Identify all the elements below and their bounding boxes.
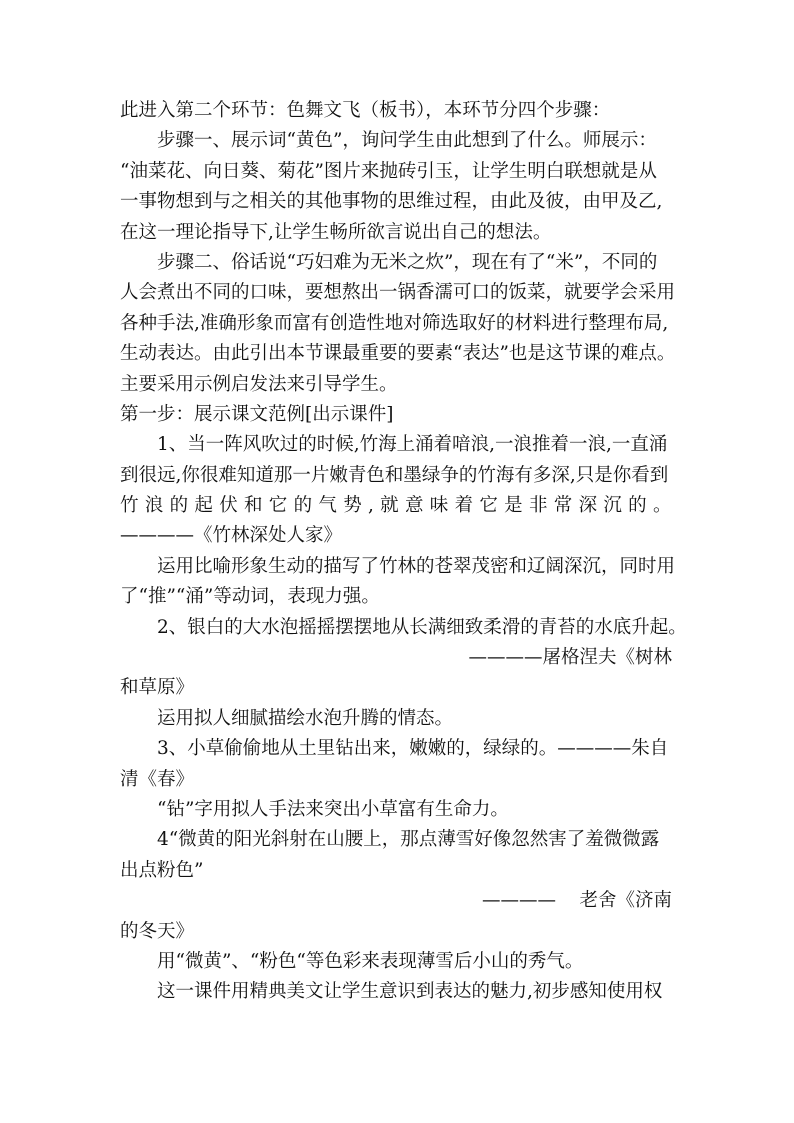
- text-line: 4“微黄的阳光斜射在山腰上，那点薄雪好像忽然害了羞微微露: [157, 829, 660, 851]
- text-line: 的冬天》: [120, 920, 195, 942]
- text-line: 步骤二、俗话说“巧妇难为无米之炊”，现在有了“米”，不同的: [157, 251, 658, 273]
- text-line: ————《竹林深处人家》: [120, 525, 343, 547]
- text-line: 这一课件用精典美文让学生意识到表达的魅力,初步感知使用权: [157, 981, 663, 1003]
- text-line: 第一步：展示课文范例[出示课件]: [120, 403, 394, 425]
- text-line: 1、当一阵风吹过的时候,竹海上涌着喑浪,一浪推着一浪,一直涌: [157, 434, 668, 456]
- text-line: 步骤一、展示词“黄色”，询问学生由此想到了什么。师展示：: [157, 130, 657, 152]
- text-line: 到很远,你很难知道那一片嫩青色和墨绿争的竹海有多深,只是你看到: [120, 464, 669, 486]
- text-line: 运用拟人细腻描绘水泡升腾的情态。: [157, 707, 454, 729]
- text-line: 运用比喻形象生动的描写了竹林的苍翠茂密和辽阔深沉，同时用: [157, 555, 676, 577]
- text-line: 人会煮出不同的口味，要想熬出一锅香濡可口的饭菜，就要学会采用: [120, 282, 676, 304]
- text-line: 生动表达。由此引出本节课最重要的要素“表达”也是这节课的难点。: [120, 343, 676, 365]
- text-line: 2、银白的大水泡摇摇摆摆地从长满细致柔滑的青苔的水底升起。: [157, 616, 687, 638]
- text-line: 出点粉色”: [120, 859, 204, 881]
- text-line: 各种手法,准确形象而富有创造性地对筛选取好的材料进行整理布局,: [120, 312, 669, 334]
- document-page: [120, 96, 687, 1008]
- text-line: 在这一理论指导下,让学生畅所欲言说出自己的想法。: [120, 221, 552, 243]
- text-line: “油菜花、向日葵、菊花”图片来抛砖引玉，让学生明白联想就是从: [120, 160, 657, 182]
- text-line: 了“推”“涌”等动词，表现力强。: [120, 586, 380, 608]
- text-line: “钻”字用拟人手法来突出小草富有生命力。: [157, 798, 509, 820]
- text-line: 一事物想到与之相关的其他事物的思维过程，由此及彼，由甲及乙,: [120, 191, 663, 213]
- text-line: 和草原》: [120, 677, 195, 699]
- text-line: 清《春》: [120, 768, 195, 790]
- text-line: 竹浪的起伏和它的气势,就意味着它是非常深沉的。: [120, 495, 678, 517]
- text-line: 3、小草偷偷地从土里钻出来，嫩嫩的，绿绿的。————朱自: [157, 738, 669, 760]
- text-line: 用“微黄”、“粉色“等色彩来表现薄雪后小山的秀气。: [157, 950, 584, 972]
- text-line: 主要采用示例启发法来引导学生。: [120, 373, 398, 395]
- text-line: 此进入第二个环节：色舞文飞（板书），本环节分四个步骤：: [120, 100, 611, 121]
- text-line: ———— 老舍《济南: [481, 890, 672, 912]
- text-line: ————屠格涅夫《树林: [468, 647, 672, 669]
